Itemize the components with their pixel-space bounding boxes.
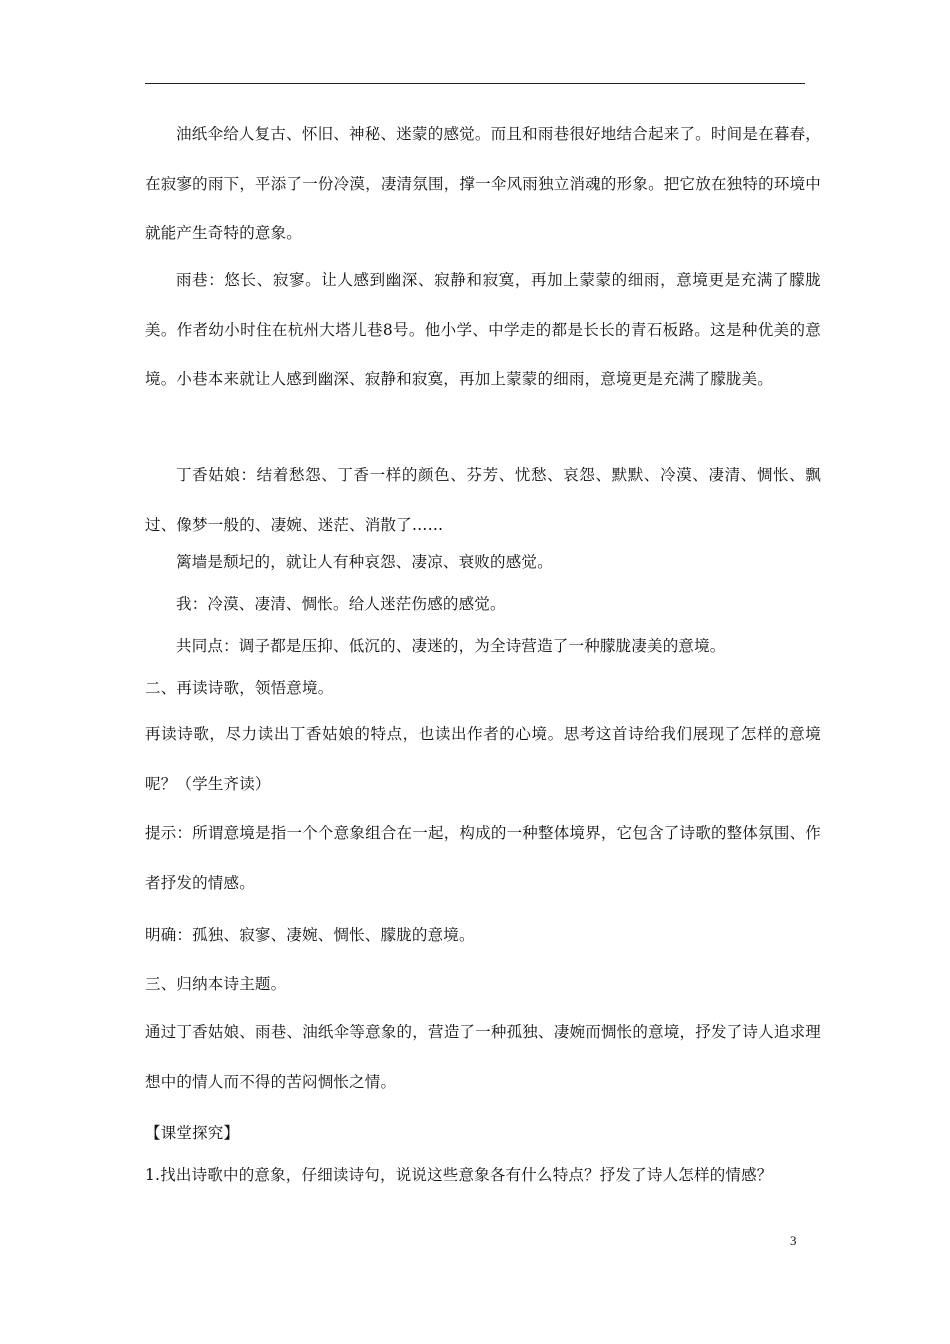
paragraph-rain-alley: 雨巷：悠长、寂寥。让人感到幽深、寂静和寂寞，再加上蒙蒙的细雨，意境更是充满了朦胧美。作者幼小时住在杭州大塔儿巷8号。他小学、中学走的都是长长的青石板路。这是种优美的意境。小巷本来就让人感到幽深、寂静和寂寞，再加上蒙蒙的细雨，意境更是充满了朦胧美。 <box>145 271 821 388</box>
section-heading-3: 三、归纳本诗主题。 <box>145 975 287 993</box>
paragraph-clarify: 明确：孤独、寂寥、凄婉、惆怅、朦胧的意境。 <box>145 926 475 944</box>
paragraph-fence: 篱墙是颓圮的，就让人有种哀怨、凄凉、衰败的感觉。 <box>176 553 553 571</box>
page-number: 3 <box>790 1233 797 1248</box>
question-1: 1.找出诗歌中的意象，仔细读诗句，说说这些意象各有什么特点？抒发了诗人怎样的情感？ <box>145 1166 773 1184</box>
header-rule <box>145 83 805 84</box>
paragraph-oil-paper-umbrella: 油纸伞给人复古、怀旧、神秘、迷蒙的感觉。而且和雨巷很好地结合起来了。时间是在暮春，在寂寥的雨下，平添了一份冷漠，凄清氛围，撑一伞风雨独立消魂的形象。把它放在独特的环境中就能产生奇特的意象。 <box>145 125 821 242</box>
section-heading-classroom-inquiry: 【课堂探究】 <box>145 1124 240 1142</box>
paragraph-me: 我：冷漠、凄清、惆怅。给人迷茫伤感的感觉。 <box>176 595 506 613</box>
paragraph-reread-poem: 再读诗歌，尽力读出丁香姑娘的特点，也读出作者的心境。思考这首诗给我们展现了怎样的意境呢？（学生齐读） <box>145 725 821 793</box>
paragraph-hint: 提示：所谓意境是指一个个意象组合在一起，构成的一种整体境界，它包含了诗歌的整体氛围、作者抒发的情感。 <box>145 824 821 892</box>
paragraph-theme: 通过丁香姑娘、雨巷、油纸伞等意象的，营造了一种孤独、凄婉而惆怅的意境，抒发了诗人追求理想中的情人而不得的苦闷惆怅之情。 <box>145 1023 821 1091</box>
paragraph-lilac-girl: 丁香姑娘：结着愁怨、丁香一样的颜色、芬芳、忧愁、哀怨、默默、冷漠、凄清、惆怅、飘过、像梦一般的、凄婉、迷茫、消散了…… <box>145 466 821 534</box>
section-heading-2: 二、再读诗歌，领悟意境。 <box>145 679 334 697</box>
paragraph-common-point: 共同点：调子都是压抑、低沉的、凄迷的，为全诗营造了一种朦胧凄美的意境。 <box>176 637 726 655</box>
